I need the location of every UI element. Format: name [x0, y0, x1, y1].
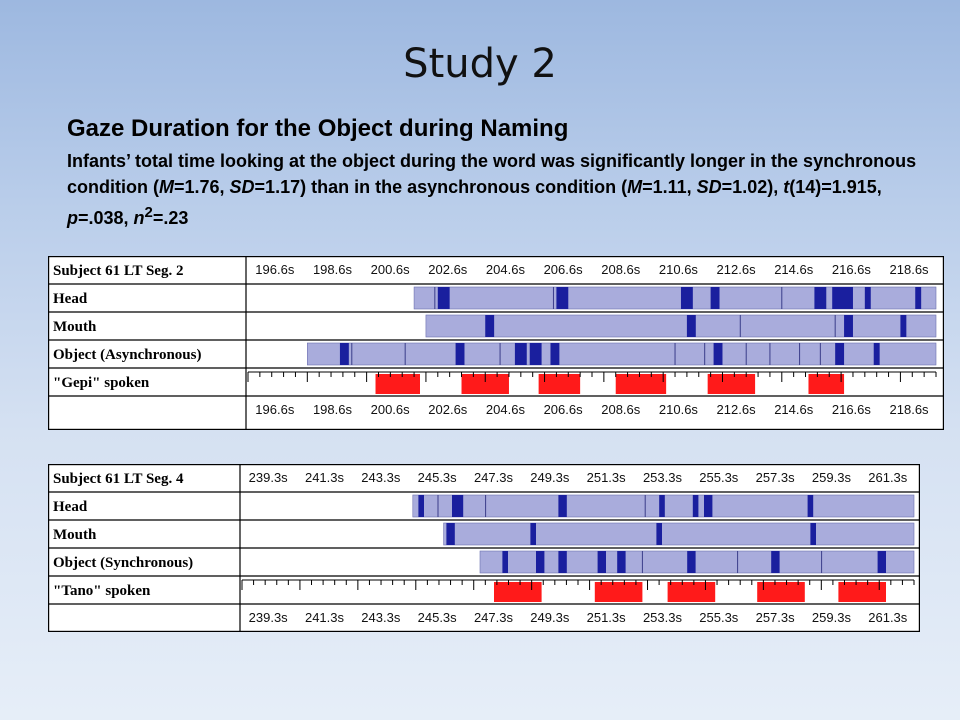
gaze-shift-mark	[452, 495, 463, 517]
time-tick: 241.3s	[304, 610, 345, 625]
gaze-shift-mark	[693, 495, 699, 517]
stat-sd-value: =1.17) than in the asynchronous condition (	[254, 176, 628, 197]
time-tick: 243.3s	[361, 470, 401, 485]
time-tick: 202.6s	[428, 402, 468, 417]
gaze-shift-mark	[485, 315, 494, 337]
gaze-shift-mark	[418, 495, 424, 517]
gaze-shift-mark	[874, 343, 880, 365]
gaze-shift-mark	[704, 495, 712, 517]
gaze-shift-mark	[530, 343, 542, 365]
gaze-bar	[480, 551, 914, 573]
gaze-shift-mark	[556, 287, 568, 309]
summary-text: Infants’ total time looking at the object during the word was significantly longer in the synchronous condition (	[67, 151, 917, 197]
stat-m-label: M	[158, 176, 174, 197]
time-tick: 198.6s	[312, 402, 352, 417]
time-tick: 204.6s	[485, 262, 525, 277]
gaze-shift-mark	[835, 343, 844, 365]
gaze-shift-mark	[456, 343, 465, 365]
gaze-shift-mark	[687, 315, 696, 337]
gaze-shift-mark	[515, 343, 527, 365]
gaze-shift-mark	[915, 287, 921, 309]
time-tick: 239.3s	[248, 470, 288, 485]
time-tick: 200.6s	[370, 402, 410, 417]
gaze-shift-mark	[814, 287, 826, 309]
time-tick: 218.6s	[889, 262, 929, 277]
gaze-bar	[414, 287, 936, 309]
gaze-shift-mark	[446, 523, 454, 545]
stat-t-label: t	[783, 176, 790, 197]
time-tick: 239.3s	[248, 610, 288, 625]
gaze-shift-mark	[687, 551, 695, 573]
row-label-mouth: Mouth	[53, 319, 97, 335]
timeline-panel-seg2	[48, 256, 944, 430]
row-label-head: Head	[53, 499, 88, 515]
gaze-bar	[426, 315, 936, 337]
stat-eta-value: =.23	[152, 208, 189, 228]
time-tick: 202.6s	[428, 262, 468, 277]
gaze-shift-mark	[771, 551, 779, 573]
spoken-word-bar	[668, 582, 716, 602]
stat-p-label: p	[67, 208, 78, 228]
gaze-bar	[444, 523, 914, 545]
time-tick: 243.3s	[361, 610, 401, 625]
panel-title: Subject 61 LT Seg. 4	[53, 471, 184, 487]
stat-m-value: =1.11,	[642, 176, 697, 197]
time-tick: 251.3s	[586, 470, 626, 485]
gaze-shift-mark	[808, 495, 814, 517]
gaze-shift-mark	[714, 343, 723, 365]
time-tick: 253.3s	[642, 470, 682, 485]
gaze-shift-mark	[598, 551, 606, 573]
panel-title: Subject 61 LT Seg. 2	[53, 263, 184, 279]
stat-t-value: (14)=1.915,	[789, 176, 882, 197]
time-tick: 198.6s	[312, 262, 352, 277]
time-tick: 261.3s	[868, 470, 908, 485]
time-tick: 208.6s	[601, 402, 641, 417]
time-tick: 245.3s	[417, 610, 457, 625]
time-tick: 251.3s	[586, 610, 626, 625]
gaze-shift-mark	[502, 551, 508, 573]
time-tick: 210.6s	[658, 402, 698, 417]
time-tick: 210.6s	[658, 262, 698, 277]
spoken-word-bar	[595, 582, 643, 602]
time-axis-top	[240, 466, 916, 490]
stat-p-value: =.038,	[78, 208, 134, 228]
spoken-word-bar	[376, 374, 420, 394]
time-tick: 206.6s	[543, 262, 583, 277]
stat-sd-value: =1.02),	[721, 176, 784, 197]
gaze-shift-mark	[558, 551, 566, 573]
time-axis-bottom	[246, 398, 938, 422]
time-tick: 249.3s	[530, 610, 570, 625]
gaze-shift-mark	[832, 287, 853, 309]
time-tick: 208.6s	[601, 262, 641, 277]
stat-eta-exponent: 2	[144, 204, 153, 221]
spoken-word-bar	[494, 582, 542, 602]
stat-sd-label: SD	[696, 176, 722, 197]
spoken-word-bar	[808, 374, 844, 394]
time-tick: 257.3s	[755, 470, 795, 485]
row-label-object: Object (Synchronous)	[53, 555, 194, 571]
stat-m-label: M	[627, 176, 643, 197]
gaze-shift-mark	[536, 551, 544, 573]
time-tick: 241.3s	[304, 470, 345, 485]
time-tick: 216.6s	[831, 402, 871, 417]
time-tick: 206.6s	[543, 402, 583, 417]
time-tick: 247.3s	[473, 470, 513, 485]
time-tick: 255.3s	[699, 470, 739, 485]
gaze-shift-mark	[558, 495, 566, 517]
time-axis-bottom	[240, 606, 916, 630]
gaze-shift-mark	[844, 315, 853, 337]
gaze-shift-mark	[617, 551, 625, 573]
spoken-word-bar	[616, 374, 666, 394]
gaze-shift-mark	[810, 523, 816, 545]
gaze-shift-mark	[530, 523, 536, 545]
time-tick: 214.6s	[774, 262, 814, 277]
spoken-word-bar	[708, 374, 755, 394]
time-tick: 196.6s	[255, 262, 295, 277]
gaze-shift-mark	[878, 551, 886, 573]
time-tick: 247.3s	[473, 610, 513, 625]
time-tick: 255.3s	[699, 610, 739, 625]
time-tick: 214.6s	[774, 402, 814, 417]
row-label-spoken: "Tano" spoken	[53, 583, 151, 599]
time-tick: 245.3s	[417, 470, 457, 485]
row-label-spoken: "Gepi" spoken	[53, 375, 150, 391]
time-tick: 259.3s	[811, 470, 851, 485]
row-label-object: Object (Asynchronous)	[53, 347, 202, 363]
gaze-shift-mark	[550, 343, 559, 365]
timeline-panel-seg4	[48, 464, 920, 632]
stat-eta-label: n	[133, 208, 145, 228]
time-tick: 259.3s	[811, 610, 851, 625]
gaze-shift-mark	[865, 287, 871, 309]
time-tick: 204.6s	[485, 402, 525, 417]
gaze-shift-mark	[681, 287, 693, 309]
time-tick: 212.6s	[716, 262, 756, 277]
time-tick: 253.3s	[642, 610, 682, 625]
gaze-shift-mark	[711, 287, 720, 309]
result-summary	[67, 149, 947, 232]
time-tick: 257.3s	[755, 610, 795, 625]
row-label-mouth: Mouth	[53, 527, 97, 543]
gaze-shift-mark	[659, 495, 665, 517]
gaze-shift-mark	[340, 343, 349, 365]
time-tick: 261.3s	[868, 610, 908, 625]
gaze-shift-mark	[438, 287, 450, 309]
slide-title: Study 2	[403, 41, 557, 87]
gaze-shift-mark	[656, 523, 662, 545]
section-heading: Gaze Duration for the Object during Naming	[67, 115, 569, 142]
time-axis-top	[246, 258, 938, 282]
row-label-head: Head	[53, 291, 88, 307]
time-tick: 216.6s	[831, 262, 871, 277]
time-tick: 249.3s	[530, 470, 570, 485]
time-tick: 212.6s	[716, 402, 756, 417]
time-tick: 196.6s	[255, 402, 295, 417]
stat-m-value: =1.76,	[173, 176, 230, 197]
time-tick: 218.6s	[889, 402, 929, 417]
gaze-shift-mark	[900, 315, 906, 337]
time-tick: 200.6s	[370, 262, 410, 277]
stat-sd-label: SD	[229, 176, 255, 197]
